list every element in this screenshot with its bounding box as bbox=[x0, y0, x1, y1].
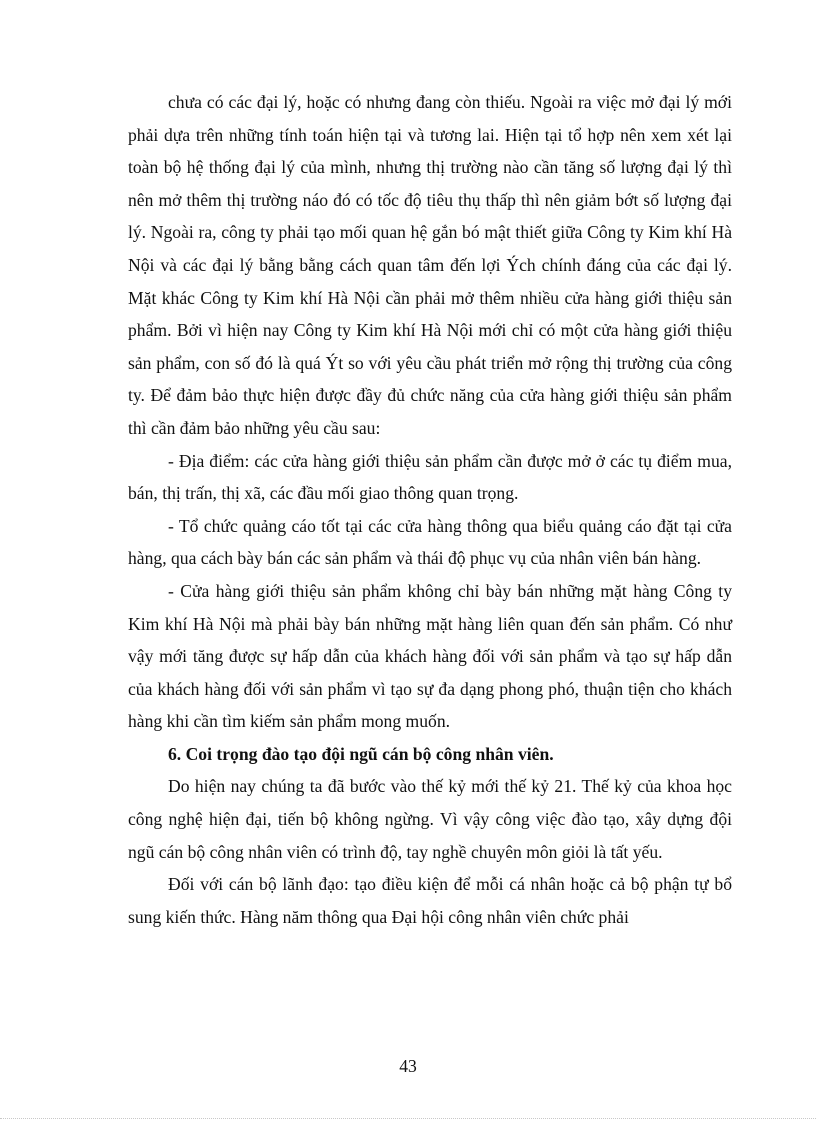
section-heading: 6. Coi trọng đào tạo đội ngũ cán bộ công nhân viên. bbox=[168, 743, 554, 764]
paragraph-continuation: chưa có các đại lý, hoặc có nhưng đang còn thiếu. Ngoài ra việc mở đại lý mới phải dựa trên những tính toán hiện tại và tương lai. Hiện tại tổ hợp nên xem xét lại toàn bộ hệ thống đại lý của mình, nhưng thị trường nào cần tăng số lượng đại lý thì nên mở thêm thị trường náo đó có tốc độ tiêu thụ thấp thì nên giảm bớt số lượng đại lý. Ngoài ra, công ty phải tạo mối quan hệ gắn bó mật thiết giữa Công ty Kim khí Hà Nội và các đại lý bằng bằng cách quan tâm đến lợi Ých chính đáng của các đại lý. Mặt khác Công ty Kim khí Hà Nội cần phải mở thêm nhiều cửa hàng giới thiệu sản phẩm. Bởi vì hiện nay Công ty Kim khí Hà Nội mới chỉ có một cửa hàng giới thiệu sản phẩm, con số đó là quá Ýt so với yêu cầu phát triển mở rộng thị trường của công ty. Để đảm bảo thực hiện được đầy đủ chức năng của cửa hàng giới thiệu sản phẩm thì cần đảm bảo những yêu cầu sau: bbox=[128, 92, 732, 438]
page-bottom-divider bbox=[0, 1118, 816, 1119]
paragraph-bullet-products: - Cửa hàng giới thiệu sản phẩm không chỉ bày bán những mặt hàng Công ty Kim khí Hà Nội mà phải bày bán những mặt hàng liên quan đến sản phẩm. Có như vậy mới tăng được sự hấp dẫn của khách hàng đối với sản phẩm và tạo sự hấp dẫn của khách hàng đối với sản phẩm vì tạo sự đa dạng phong phó, thuận tiện cho khách hàng khi cần tìm kiếm sản phẩm mong muốn. bbox=[128, 580, 732, 732]
document-page bbox=[128, 86, 732, 933]
paragraph-training-intro: Do hiện nay chúng ta đã bước vào thế kỷ mới thế kỷ 21. Thế kỷ của khoa học công nghệ hiện đại, tiến bộ không ngừng. Vì vậy công việc đào tạo, xây dựng đội ngũ cán bộ công nhân viên có trình độ, tay nghề chuyên môn giỏi là tất yếu. bbox=[128, 776, 732, 862]
paragraph-bullet-advertising: - Tổ chức quảng cáo tốt tại các cửa hàng thông qua biểu quảng cáo đặt tại cửa hàng, qua cách bày bán các sản phẩm và thái độ phục vụ của nhân viên bán hàng. bbox=[128, 515, 732, 569]
paragraph-bullet-location: - Địa điểm: các cửa hàng giới thiệu sản phẩm cần được mở ở các tụ điểm mua, bán, thị trấn, thị xã, các đầu mối giao thông quan trọng. bbox=[128, 450, 732, 504]
page-number: 43 bbox=[399, 1056, 417, 1076]
paragraph-leadership: Đối với cán bộ lãnh đạo: tạo điều kiện để mỗi cá nhân hoặc cả bộ phận tự bổ sung kiến thức. Hàng năm thông qua Đại hội công nhân viên chức phải bbox=[128, 874, 732, 927]
